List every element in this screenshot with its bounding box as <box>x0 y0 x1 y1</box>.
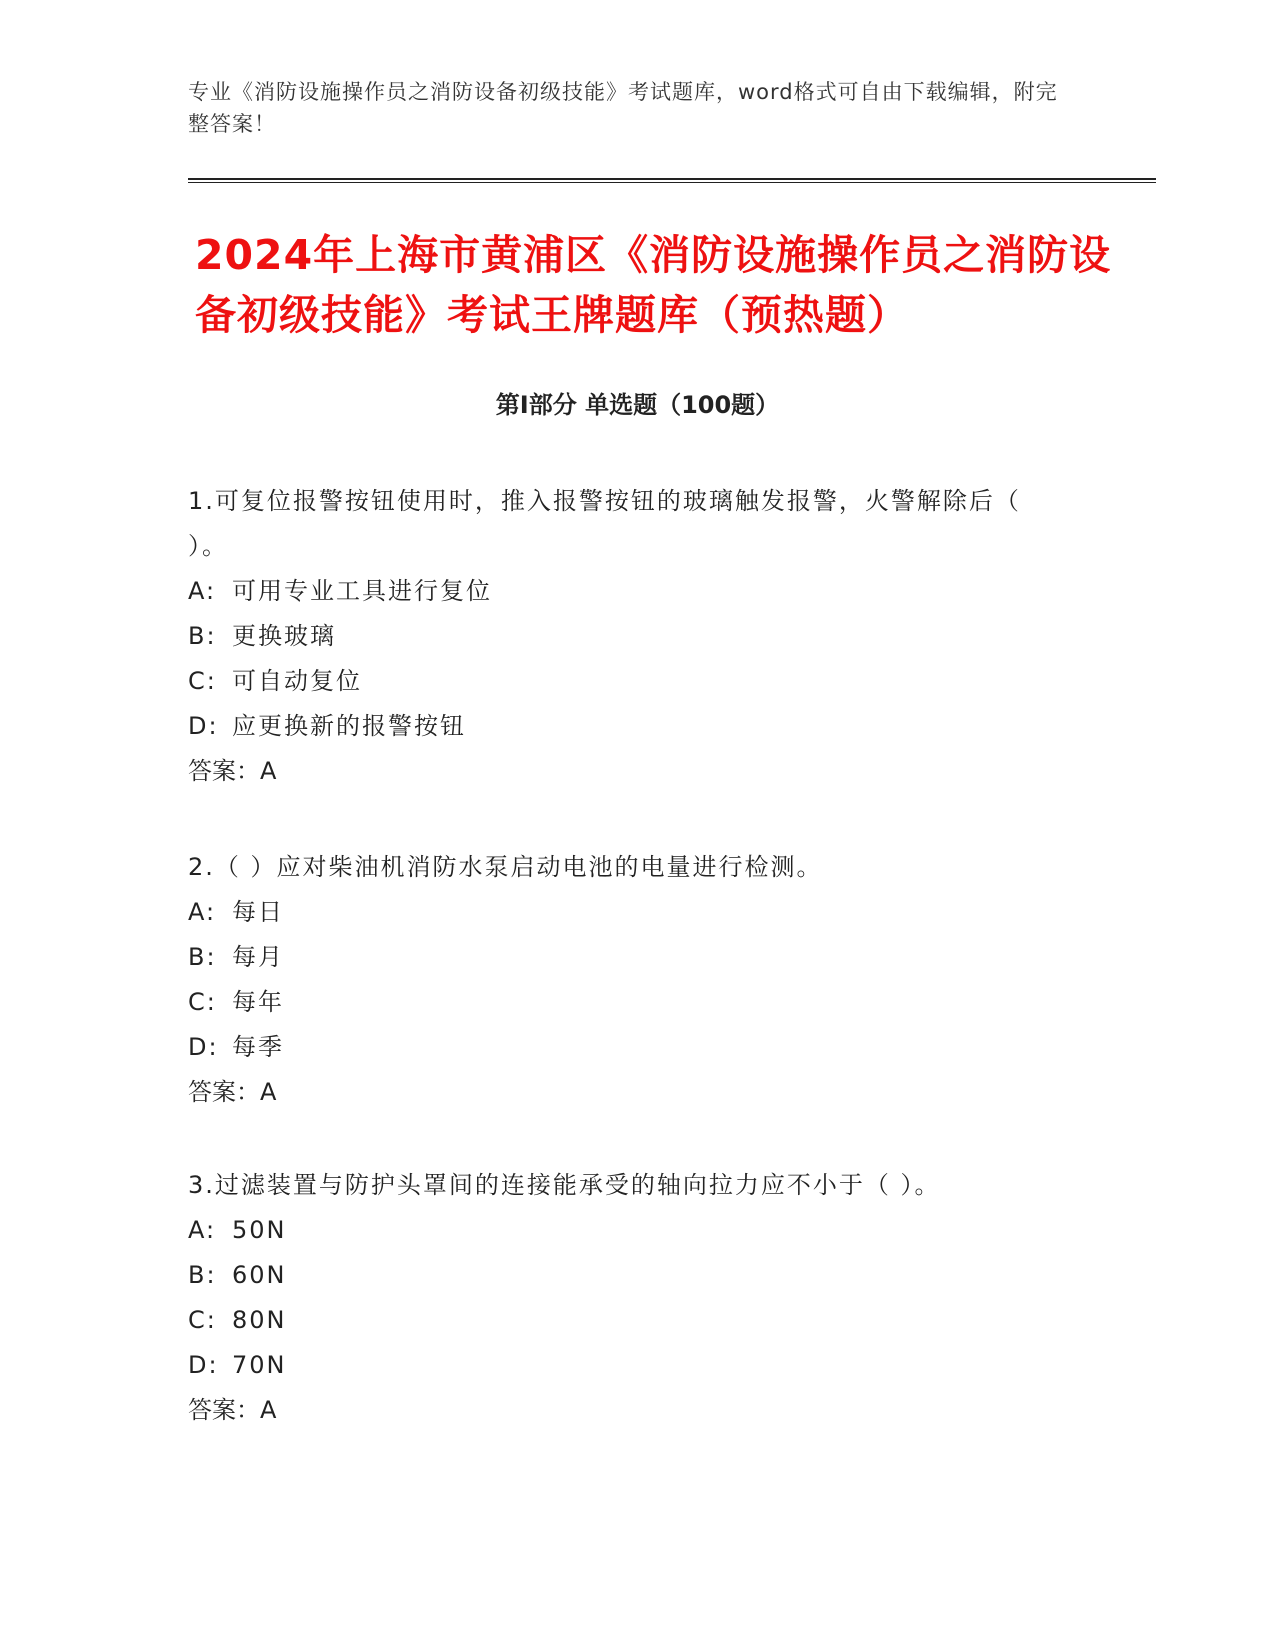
header-divider <box>188 178 1156 180</box>
option-letter: B: <box>188 622 217 650</box>
question-block <box>188 479 1068 794</box>
option-d <box>188 1343 1068 1388</box>
question-block <box>188 1163 1068 1433</box>
option-letter: D: <box>188 712 219 740</box>
option-letter: C: <box>188 1306 217 1334</box>
option-a <box>188 1208 1068 1253</box>
section-title: 第I部分 单选题（100题） <box>495 391 780 419</box>
option-text: 60N <box>232 1261 287 1289</box>
option-text: 更换玻璃 <box>232 622 336 650</box>
header-divider-thin <box>188 182 1156 183</box>
option-text: 50N <box>232 1216 287 1244</box>
option-c <box>188 980 1068 1025</box>
option-letter: A: <box>188 1216 217 1244</box>
option-text: 可自动复位 <box>232 667 362 695</box>
option-text: 应更换新的报警按钮 <box>232 712 466 740</box>
option-letter: D: <box>188 1351 219 1379</box>
header-note: 专业《消防设施操作员之消防设备初级技能》考试题库，word格式可自由下载编辑，附完整答案！ <box>188 80 1058 136</box>
option-letter: D: <box>188 1033 219 1061</box>
option-text: 可用专业工具进行复位 <box>232 577 492 605</box>
option-b <box>188 1253 1068 1298</box>
answer: 答案：A <box>188 1078 277 1106</box>
question-stem: 2.（ ）应对柴油机消防水泵启动电池的电量进行检测。 <box>188 853 823 881</box>
option-text: 每日 <box>232 898 284 926</box>
option-a <box>188 890 1068 935</box>
option-letter: B: <box>188 943 217 971</box>
question-block <box>188 845 1068 1115</box>
option-c <box>188 659 1068 704</box>
option-text: 每年 <box>232 988 284 1016</box>
answer: 答案：A <box>188 757 277 785</box>
option-letter: C: <box>188 988 217 1016</box>
option-letter: C: <box>188 667 217 695</box>
option-letter: A: <box>188 898 217 926</box>
option-text: 每季 <box>232 1033 284 1061</box>
document-title: 2024年上海市黄浦区《消防设施操作员之消防设备初级技能》考试王牌题库（预热题） <box>195 231 1112 339</box>
option-text: 70N <box>232 1351 287 1379</box>
option-b <box>188 935 1068 980</box>
option-letter: B: <box>188 1261 217 1289</box>
answer: 答案：A <box>188 1396 277 1424</box>
question-stem: 1.可复位报警按钮使用时，推入报警按钮的玻璃触发报警，火警解除后（ ）。 <box>188 487 1021 560</box>
option-d <box>188 704 1068 749</box>
option-a <box>188 569 1068 614</box>
option-text: 每月 <box>232 943 284 971</box>
option-d <box>188 1025 1068 1070</box>
option-letter: A: <box>188 577 217 605</box>
question-stem: 3.过滤装置与防护头罩间的连接能承受的轴向拉力应不小于（ ）。 <box>188 1171 941 1199</box>
option-c <box>188 1298 1068 1343</box>
option-b <box>188 614 1068 659</box>
option-text: 80N <box>232 1306 287 1334</box>
